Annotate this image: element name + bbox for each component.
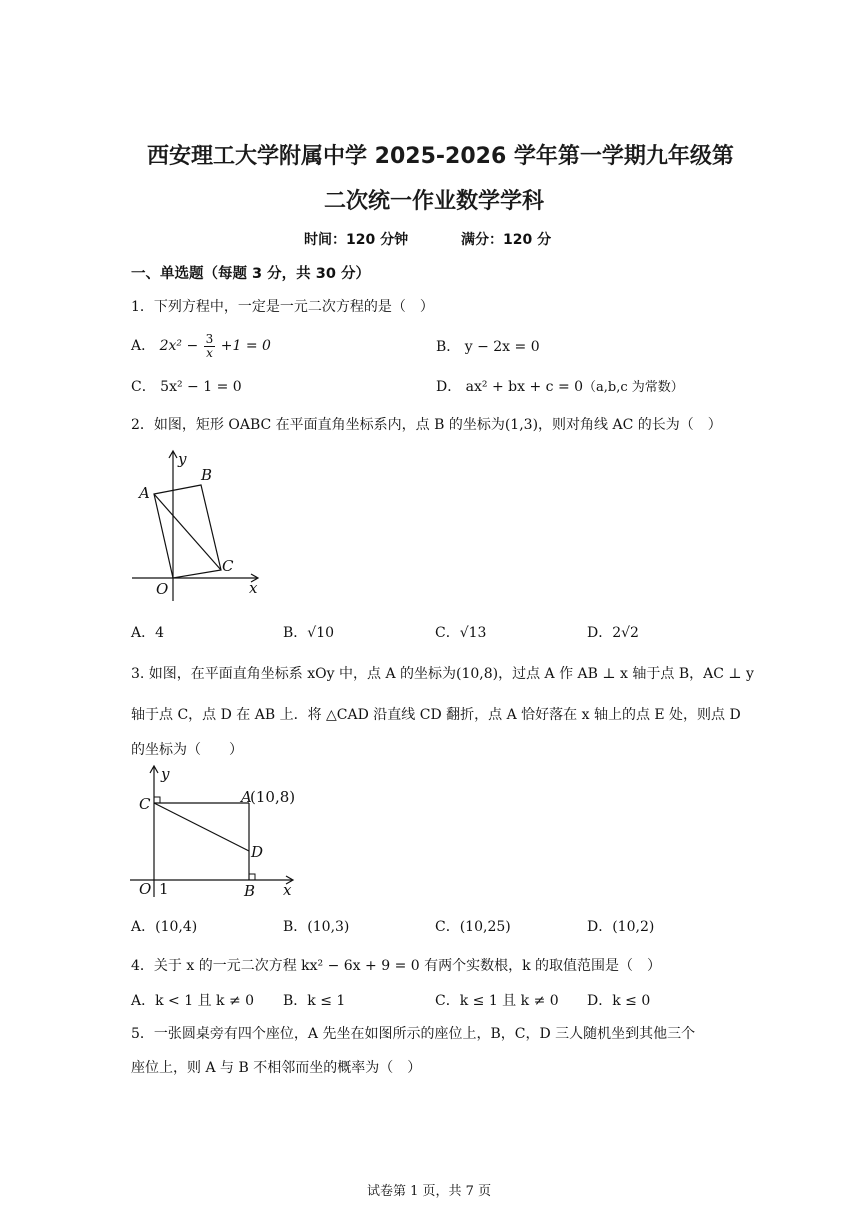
question-4-stem: 4．关于 x 的一元二次方程 kx² − 6x + 9 = 0 有两个实数根，k 的取值范围是（ ） [131, 958, 662, 974]
q1-fraction-numerator: 3 [205, 331, 214, 346]
q3-label-x: x [283, 881, 292, 899]
question-5-line1: 5．一张圆桌旁有四个座位，A 先坐在如图所示的座位上，B，C，D 三人随机坐到其他三个 [131, 1026, 696, 1042]
q3-label-a: A [241, 788, 252, 806]
q2-figure-rectangle [125, 448, 270, 603]
question-3-line1: 3. 如图，在平面直角坐标系 xOy 中，点 A 的坐标为(10,8)，过点 A 作 AB ⊥ x 轴于点 B，AC ⊥ y [131, 666, 754, 682]
q2-label-a: A [139, 484, 150, 502]
question-2-stem: 2．如图，矩形 OABC 在平面直角坐标系内，点 B 的坐标为(1,3)，则对角线 AC 的长为（ ） [131, 417, 722, 433]
q4-option-d: D．k ≤ 0 [587, 993, 651, 1009]
exam-title-line1: 西安理工大学附属中学 2025-2026 学年第一学期九年级第 [147, 144, 734, 169]
q3-right-angle-b [249, 874, 255, 880]
q3-option-d: D．(10,2) [587, 919, 655, 935]
q2-option-d: D．2√2 [587, 625, 639, 641]
q1-option-d-expr: D． ax² + bx + c = 0 [436, 379, 584, 395]
section-heading: 一、单选题（每题 3 分，共 30 分） [131, 266, 370, 282]
q4-option-a: A．k < 1 且 k ≠ 0 [131, 993, 255, 1009]
q1-option-a [131, 330, 271, 362]
q1-option-d-note: （a,b,c 为常数） [583, 380, 684, 395]
q2-label-o: O [156, 580, 169, 598]
exam-title-line2: 二次统一作业数学学科 [324, 189, 545, 214]
q1-option-b: B． y − 2x = 0 [436, 339, 540, 355]
q1-option-a-fraction [204, 333, 216, 360]
question-3-line3: 的坐标为（ ） [131, 742, 243, 758]
q3-label-c: C [139, 795, 151, 813]
q3-option-c: C．(10,25) [435, 919, 511, 935]
q2-label-y: y [178, 450, 187, 468]
q1-option-c: C． 5x² − 1 = 0 [131, 379, 242, 395]
q4-option-b: B．k ≤ 1 [283, 993, 346, 1009]
q4-option-c: C．k ≤ 1 且 k ≠ 0 [435, 993, 559, 1009]
q3-right-angle-c [154, 797, 160, 803]
question-1-stem: 1．下列方程中，一定是一元二次方程的是（ ） [131, 299, 434, 315]
exam-full-score: 满分：120 分 [461, 232, 552, 248]
q2-label-x: x [249, 579, 258, 597]
q1-option-a-post: +1 = 0 [220, 338, 271, 354]
q3-option-a: A．(10,4) [131, 919, 198, 935]
q2-option-c: C．√13 [435, 625, 487, 641]
page-footer: 试卷第 1 页，共 7 页 [367, 1184, 492, 1199]
q3-label-d: D [251, 843, 264, 861]
q3-label-y: y [161, 765, 170, 783]
q3-label-one: 1 [159, 880, 169, 898]
q1-option-a-label: A． [131, 338, 156, 354]
q3-segment-cd [154, 803, 249, 851]
q2-label-c: C [222, 557, 234, 575]
q1-fraction-denominator: x [206, 345, 213, 360]
q2-label-b: B [201, 466, 213, 484]
question-3-line2: 轴于点 C，点 D 在 AB 上．将 △CAD 沿直线 CD 翻折，点 A 恰好落在 x 轴上的点 E 处，则点 D [131, 707, 741, 723]
q3-label-coord: (10,8) [250, 788, 296, 806]
q3-label-b: B [244, 882, 256, 899]
q2-option-b: B．√10 [283, 625, 335, 641]
q2-diagonal-ac [154, 494, 221, 570]
q3-option-b: B．(10,3) [283, 919, 350, 935]
q3-label-o: O [139, 880, 152, 898]
q1-option-d [436, 376, 684, 396]
q2-option-a: A．4 [131, 625, 165, 641]
q3-figure [125, 763, 310, 899]
q1-option-a-pre: 2x² − [159, 338, 199, 354]
exam-time: 时间：120 分钟 [304, 232, 409, 248]
question-5-line2: 座位上，则 A 与 B 不相邻而坐的概率为（ ） [131, 1060, 422, 1076]
